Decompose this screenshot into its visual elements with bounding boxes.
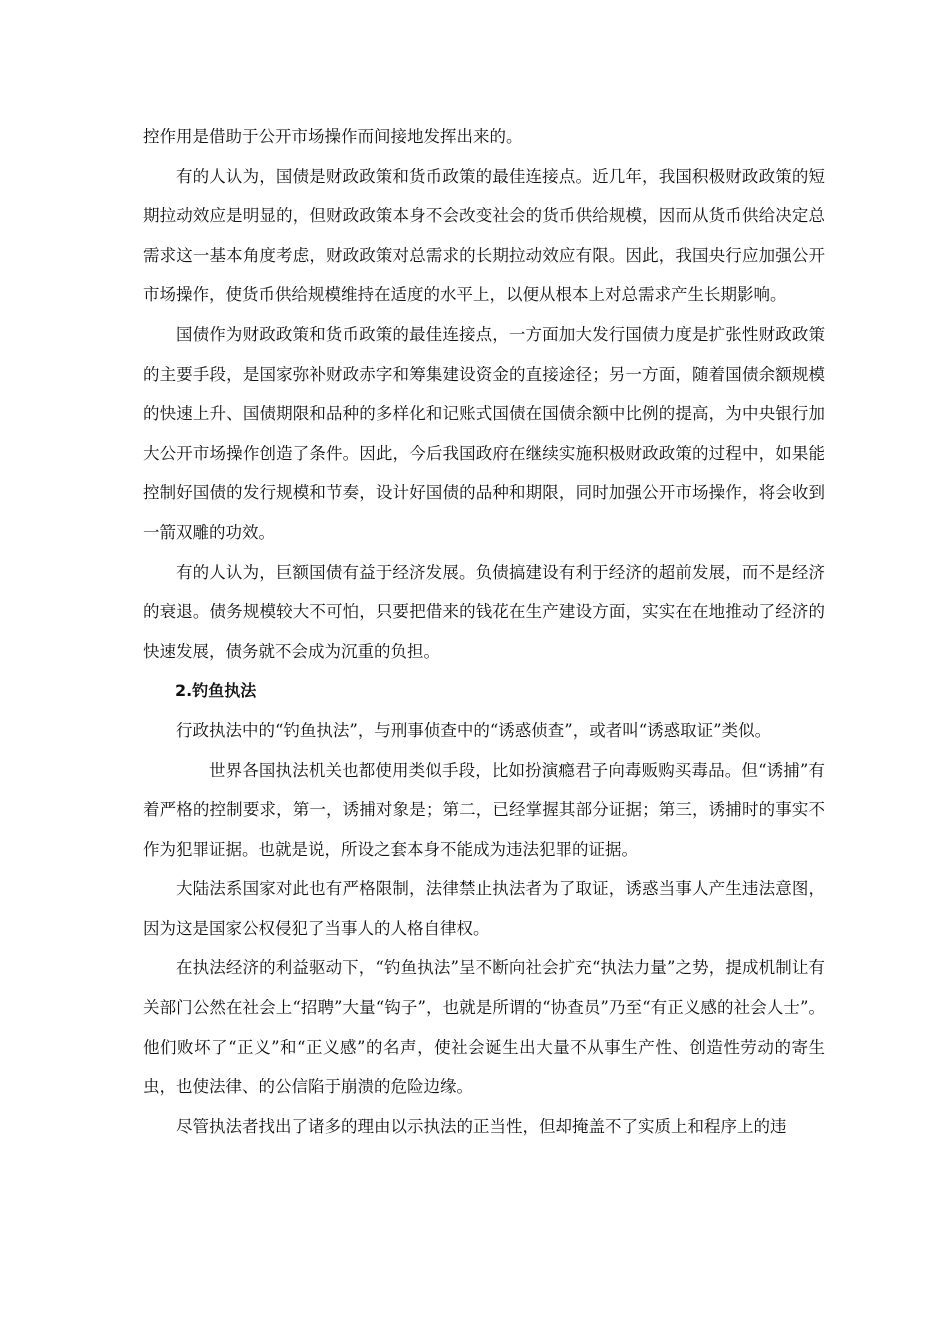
paragraph-enforcement-economy: 在执法经济的利益驱动下，“钓鱼执法”呈不断向社会扩充“执法力量”之势，提成机制让有关部门公然在社会上“招聘”大量“钩子”，也就是所谓的“协查员”乃至“有正义感的社会人士”。他们败坏了“正义”和“正义感”的名声，使社会诞生出大量不从事生产性、创造性劳动的寄生虫，也使法律、的公信陷于崩溃的危险边缘。 xyxy=(143,958,825,1097)
paragraph-entrapment-world: 世界各国执法机关也都使用类似手段，比如扮演瘾君子向毒贩购买毒品。但“诱捕”有着严格的控制要求，第一，诱捕对象是；第二，已经掌握其部分证据；第三，诱捕时的事实不作为犯罪证据。也就是说，所设之套本身不能成为违法犯罪的证据。 xyxy=(143,760,825,859)
paragraph-bond-policy: 国债作为财政政策和货币政策的最佳连接点，一方面加大发行国债力度是扩张性财政政策的主要手段，是国家弥补财政赤字和筹集建设资金的直接途径；另一方面，随着国债余额规模的快速上升、国债期限和品种的多样化和记账式国债在国债余额中比例的提高，为中央银行加大公开市场操作创造了条件。因此，今后我国政府在继续实施积极财政政策的过程中，如果能控制好国债的发行规模和节奏，设计好国债的品种和期限，同时加强公开市场操作，将会收到一箭双雕的功效。 xyxy=(143,324,825,542)
section-heading: 2.钓鱼执法 xyxy=(175,681,257,701)
paragraph-continuation: 控作用是借助于公开市场操作而间接地发挥出来的。 xyxy=(143,127,523,146)
paragraph-bond-link: 有的人认为，国债是财政政策和货币政策的最佳连接点。近几年，我国积极财政政策的短期拉动效应是明显的，但财政政策本身不会改变社会的货币供给规模，因而从货币供给决定总需求这一基本角度考虑，财政政策对总需求的长期拉动效应有限。因此，我国央行应加强公开市场操作，使货币供给规模维持在适度的水平上，以便从根本上对总需求产生长期影响。 xyxy=(143,166,825,305)
paragraph-justification: 尽管执法者找出了诸多的理由以示执法的正当性，但却掩盖不了实质上和程序上的违 xyxy=(176,1116,787,1136)
paragraph-civil-law: 大陆法系国家对此也有严格限制，法律禁止执法者为了取证，诱惑当事人产生违法意图，因为这是国家公权侵犯了当事人的人格自律权。 xyxy=(143,879,825,938)
body-text xyxy=(143,117,825,1146)
paragraph-entrapment-intro: 行政执法中的“钓鱼执法”，与刑事侦查中的“诱惑侦查”，或者叫“诱惑取证”类似。 xyxy=(176,720,772,740)
paragraph-bond-growth: 有的人认为，巨额国债有益于经济发展。负债搞建设有利于经济的超前发展，而不是经济的衰退。债务规模较大不可怕，只要把借来的钱花在生产建设方面，实实在在地推动了经济的快速发展，债务就不会成为沉重的负担。 xyxy=(143,562,825,661)
